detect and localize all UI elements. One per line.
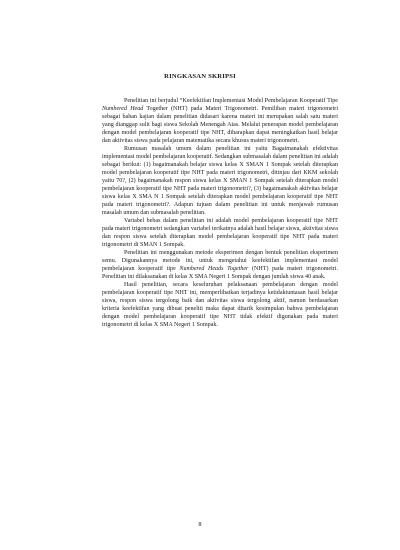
- paragraph-3-text: Variabel bebas dalam penelitian ini adalah model pembelajaran kooperatif tipe NHT pada materi trigonometri sedangkan variabel terikatnya adalah hasil belajar siswa, aktivitas siswa dan respon siswa setelah diterapkan model pembelajaran kooperatif tipe NHT pada materi trigonometri di SMAN 1 Sompak.: [102, 218, 338, 248]
- paragraph-2: [102, 145, 338, 217]
- page-number: 8: [198, 521, 202, 528]
- paragraph-5-text: Hasil penelitian, secara keseluruhan pelaksanaan pembelajaran dengan model pembelajaran kooperatif tipe NHT ini, memperlihatkan terjadinya ketidaktuntasan hasil belajar siswa, respon siswa tergolong baik dan aktivitas siswa tergolong aktif, namun berdasarkan kriteria keefektifan yang dibuat peneliti maka dapat ditarik kesimpulan bahwa pembelajaran dengan model pembelajaran kooperatif tipe NHT tidak efektif digunakan pada materi trigonometri di kelas X SMA Negeri 1 Sompak.: [102, 282, 338, 328]
- paragraph-2-text: Rumusan masalah umum dalam penelitian ini yaitu Bagaimanakah efektivitas implementasi model pembelajaran kooperatif. Sedangkan submasalah dalam penelitian ini adalah sebagai berikut: (1) bagaimanakah belajar siswa kelas X SMAN 1 Sompak setelah diterapkan model pembelajaran kooperatif tipe NHT pada materi trigonometri, ditinjau dari KKM sekolah yaitu 70?, (2) bagaimanakah respon siswa kelas X SMAN 1 Sompak setelah diterapkan model pembelajaran kooperatif tipe NHT pada materi trigonometri?, (3) bagaimanakah aktivitas belajar siswa kelas X SMA N 1 Sompak setelah diterapkan model pembelajaran kooperatif tipe NHT pada materi trigonometri?. Adapun tujuan dalam penelitian ini untuk menjawab rumusan masalah umum dan submasalah penelitian.: [102, 146, 338, 216]
- paragraph-4: [102, 249, 338, 281]
- document-body: [102, 97, 338, 329]
- document-title: RINGKASAN SKRIPSI: [164, 73, 236, 80]
- paragraph-1: [102, 97, 338, 145]
- paragraph-1-italic: Numbered Head: [102, 106, 144, 112]
- paragraph-1-text: Penelitian ini berjudul “Keefektifan Implementasi Model Pembelajaran Kooperatif Tipe: [124, 98, 338, 104]
- paragraph-4-text-end: (NHT) pada materi trigonometri. Penelitian ini dilaksanakan di kelas X SMA Negeri 1 Sompak dengan jumlah siswa 40 anak.: [102, 266, 338, 280]
- paragraph-4-italic: Numbered Heads Together: [179, 266, 249, 272]
- paragraph-5: [102, 281, 338, 329]
- paragraph-3: [102, 217, 338, 249]
- paragraph-1-text-end: Together (NHT) pada Materi Trigonometri. Pemilihan materi trigonometri sebagai bahan kajian dalam penelitian didasari karena materi ini merupakan salah satu materi yang dianggap sulit bagi siswa Sekolah Menengah Atas. Melalui penerapan model pembelajaran dengan model pembelajaran kooperatif tipe NHT, diharapkan dapat meningkatkan hasil belajar dan aktivitas siswa pada pelajaran matematika secara khusus materi trigonometri.: [102, 106, 338, 144]
- paragraph-4-text: Penelitian ini menggunakan metode eksperimen dengan bentuk penelitian eksperimen semu. Digunakannya metode ini, untuk mengetahui keefektifan implementasi model pembelajaran kooperatif tipe: [102, 250, 338, 272]
